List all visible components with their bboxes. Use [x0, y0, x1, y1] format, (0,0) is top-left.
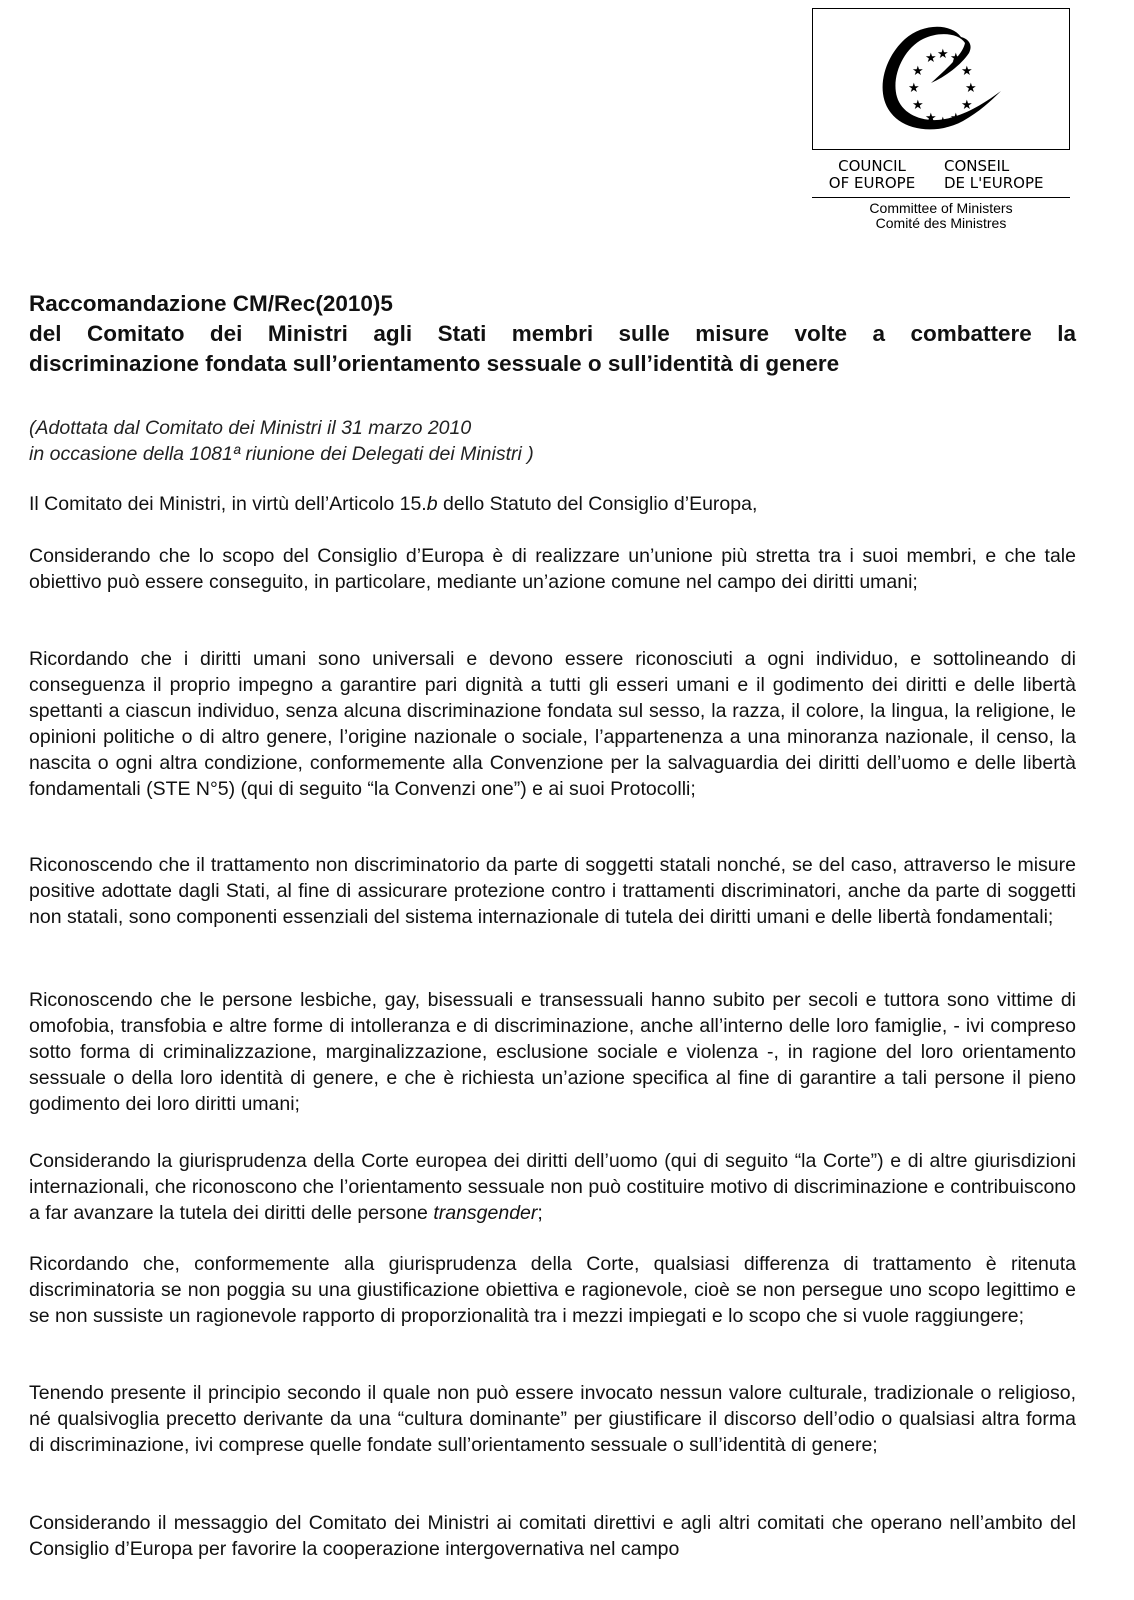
svg-text:★: ★: [908, 81, 920, 96]
paragraph: Il Comitato dei Ministri, in virtù dell’Articolo 15.b dello Statuto del Consiglio d’Europa,: [29, 493, 758, 515]
org-en-line1: COUNCIL: [838, 157, 906, 175]
committee-fr: Comité des Ministres: [875, 215, 1007, 231]
council-of-europe-emblem-icon: [813, 9, 1069, 149]
svg-text:★: ★: [912, 64, 924, 79]
org-en-line2: OF EUROPE: [828, 174, 916, 192]
paragraph: Tenendo presente il principio secondo il quale non può essere invocato nessun valore culturale, tradizionale o religioso, né qualsivoglia precetto derivante da una “cultura dominante” per giustificare il discorso dell’odio o qualsiasi altra forma di discriminazione, ivi comprese quelle fondate sull’orientamento sessuale o sull’identità di genere;: [29, 1382, 1076, 1456]
paragraph: Riconoscendo che il trattamento non discriminatorio da parte di soggetti statali nonché, se del caso, attraverso le misure positive adottate dagli Stati, al fine di assicurare protezione contro i trattamenti discriminatori, anche da parte di soggetti non statali, sono componenti essenziali del sistema internazionale di tutela dei diritti umani e delle libertà fondamentali;: [29, 854, 1076, 928]
committee-en: Committee of Ministers: [869, 200, 1013, 216]
adoption-line-2: in occasione della 1081ª riunione dei Delegati dei Ministri ): [29, 443, 534, 465]
title-line-1: Raccomandazione CM/Rec(2010)5: [29, 291, 393, 316]
org-fr-line1: CONSEIL: [944, 157, 1010, 175]
document-title: [29, 289, 1076, 379]
paragraph: Considerando la giurisprudenza della Corte europea dei diritti dell’uomo (qui di seguito “la Corte”) e di altre giurisdizioni internazionali, che riconoscono che l’orientamento sessuale non può costituire motivo di discriminazione e contribuiscono a far avanzare la tutela dei diritti delle persone transgender;: [29, 1150, 1076, 1224]
title-line-2: del Comitato dei Ministri agli Stati membri sulle misure volte a combattere la: [29, 321, 1076, 346]
svg-text:★: ★: [925, 111, 937, 126]
paragraph: Considerando il messaggio del Comitato dei Ministri ai comitati direttivi e agli altri comitati che operano nell’ambito del Consiglio d’Europa per favorire la cooperazione intergovernativa nel campo: [29, 1512, 1076, 1560]
svg-text:★: ★: [965, 81, 977, 96]
council-of-europe-logo: [812, 8, 1070, 150]
svg-text:★: ★: [961, 64, 973, 79]
paragraph: Riconoscendo che le persone lesbiche, gay, bisessuali e transessuali hanno subito per secoli e tuttora sono vittime di omofobia, transfobia e altre forme di intolleranza e di discriminazione, anche all’interno delle loro famiglie, - ivi compreso sotto forma di criminalizzazione, marginalizzazione, esclusione sociale e violenza -, in ragione del loro orientamento sessuale o della loro identità di genere, e che è richiesta un’azione specifica al fine di garantire a tali persone il pieno godimento dei loro diritti umani;: [29, 989, 1076, 1115]
header-divider: [812, 197, 1070, 198]
svg-text:★: ★: [925, 51, 937, 66]
adoption-line-1: (Adottata dal Comitato dei Ministri il 31 marzo 2010: [29, 417, 472, 439]
org-fr-line2: DE L'EUROPE: [944, 174, 1044, 192]
adoption-note: [29, 415, 534, 467]
svg-text:★: ★: [950, 111, 962, 126]
paragraph: Ricordando che, conformemente alla giurisprudenza della Corte, qualsiasi differenza di trattamento è ritenuta discriminatoria se non poggia su una giustificazione obiettiva e ragionevole, cioè se non persegue uno scopo legittimo e se non sussiste un ragionevole rapporto di proporzionalità tra i mezzi impiegati e lo scopo che si vuole raggiungere;: [29, 1253, 1076, 1327]
svg-text:★: ★: [912, 98, 924, 113]
paragraph: Ricordando che i diritti umani sono universali e devono essere riconosciuti a ogni individuo, e sottolineando di conseguenza il proprio impegno a garantire pari dignità a tutti gli esseri umani e il godimento dei diritti e delle libertà spettanti a ciascun individuo, senza alcuna discriminazione fondata sul sesso, la razza, il colore, la lingua, la religione, le opinioni politiche o di altro genere, l’origine nazionale o sociale, l’appartenenza a una minoranza nazionale, il censo, la nascita o ogni altra condizione, conformemente alla Convenzione per la salvaguardia dei diritti dell’uomo e delle libertà fondamentali (STE N°5) (qui di seguito “la Convenzi one”) e ai suoi Protocolli;: [29, 648, 1076, 800]
svg-text:★: ★: [961, 98, 973, 113]
svg-text:★: ★: [937, 47, 949, 62]
paragraph: Considerando che lo scopo del Consiglio d’Europa è di realizzare un’unione più stretta tra i suoi membri, e che tale obiettivo può essere conseguito, in particolare, mediante un’azione comune nel campo dei diritti umani;: [29, 545, 1076, 593]
title-line-3: discriminazione fondata sull’orientamento sessuale o sull’identità di genere: [29, 351, 840, 376]
svg-text:★: ★: [950, 51, 962, 66]
committee-name: [812, 201, 1070, 231]
svg-text:★: ★: [937, 115, 949, 130]
